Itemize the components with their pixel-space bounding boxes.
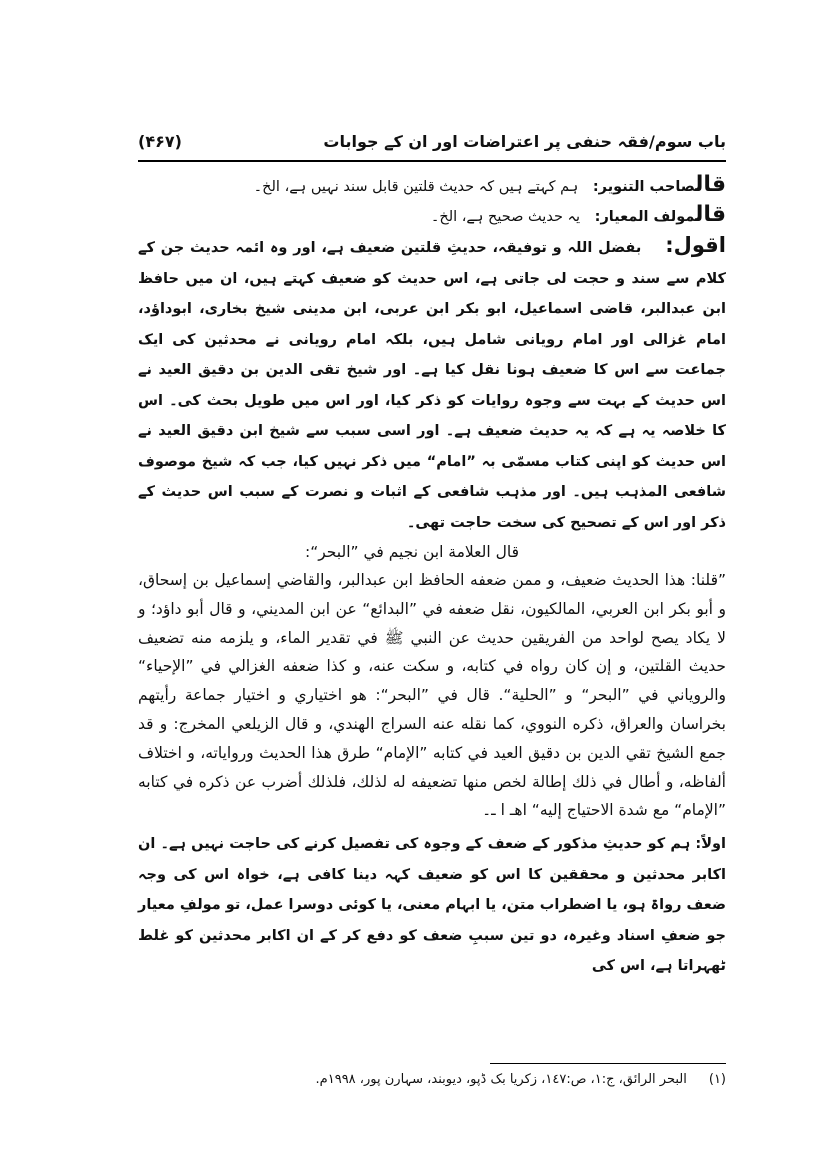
response-paragraph bbox=[138, 829, 726, 982]
footnote-text: البحر الرائق، ج:۱، ص:۱٤۷، زکریا بک ڈپو، دیوبند، سہارن پور، ۱۹۹۸م. bbox=[315, 1072, 687, 1087]
text-line: أضرب عن ذكره في كتابه ”الإمام“ مع شدة الاحتياج إليه“ اهـ ا ـ۔ bbox=[138, 772, 726, 820]
text-line: ”قلنا: هذا الحديث ضعيف، و ممن ضعفه الحافظ ابن عبدالبر، والقاضي bbox=[276, 571, 727, 589]
text-line: تو مولفِ معیار جو ضعفِ اسناد وغیرہ، دو تین سببِ ضعف کو دفع کر کے ان اکابر محدثین کو غلط ٹھہراتا ہے، اس کی bbox=[138, 897, 726, 975]
chapter-title: باب سوم/فقہ حنفی پر اعتراضات اور ان کے جوابات bbox=[323, 132, 726, 151]
page-number: (۴۶۷) bbox=[138, 132, 182, 151]
header-rule bbox=[138, 160, 726, 162]
quote-miyar bbox=[138, 200, 726, 230]
text-line: حجت لی جاتی ہے، اس حدیث کو ضعیف کہتے ہیں، ان میں حافظ ابن عبدالبر، قاضی اسماعیل، ابو بکر ابن عربی، ابن bbox=[138, 270, 726, 317]
quote-author: صاحب التنویر: bbox=[592, 179, 696, 195]
text-line: تقي الدين بن دقيق العيد في كتابه ”الإمام“ طرق هذا الحديث ورواياته، و bbox=[187, 743, 651, 762]
text-line: ﷺ في تقدير الماء، و يلزمه منه تضعيف حديث القلتين، و إن كان رواه في كتابه، و bbox=[138, 628, 726, 676]
qal-label: قال bbox=[695, 202, 726, 227]
qal-label: قال bbox=[695, 172, 726, 197]
arabic-quote bbox=[138, 566, 726, 825]
text-line: اختلاف ألفاظه، و أطال في ذلك إطالة لخص منها تضعيفه له لذلك، فلذلك bbox=[138, 743, 726, 791]
text-line: اولاً: ہم کو حدیثِ مذکور کے ضعف کے وجوہ کی تفصیل کرنے کی حاجت نہیں ہے۔ ان اکابر محدثین و bbox=[138, 836, 726, 883]
text-line: محققین کا اس کو ضعیف کہہ دینا کافی ہے، خواہ اس کی وجہ ضعف رواۃ ہو، یا اضطراب متن، یا ابہام معنی، یا کوئی دوسرا عمل، bbox=[138, 866, 726, 914]
running-header bbox=[138, 128, 726, 158]
text-line: حدیث کو اپنی کتاب مسمّی بہ ”امام“ میں ذکر نہیں کیا، جب کہ شیخ موصوف شافعی المذہب ہیں۔ اور مذہب شافعی کے bbox=[138, 453, 726, 500]
text-line: قال في ”البحر“: هو اختياري و اختيار جماعة رأيتهم بخراسان والعراق، ذكره bbox=[138, 686, 726, 733]
quote-author: مولف المعیار: bbox=[594, 209, 696, 225]
quote-text: ہم کہتے ہیں کہ حدیث قلتین قابل سند نہیں ہے، الخ۔ bbox=[253, 179, 579, 195]
main-text bbox=[138, 170, 726, 982]
aqool-label: اقول: bbox=[665, 233, 726, 257]
footnote-rule bbox=[490, 1063, 726, 1064]
text-line: مدینی شیخ بخاری، ابوداؤد، امام غزالی اور امام رویانی شامل ہیں، بلکہ امام رویانی نے محدثین کی ایک جماعت سے اس کا bbox=[138, 301, 726, 378]
text-line: ابن المديني، و قال أبو داؤد؛ و لا يكاد يصح لواحد من الفريقين حديث عن النبي bbox=[138, 599, 727, 647]
aqool-paragraph bbox=[138, 230, 726, 538]
footnote-number: (۱) bbox=[708, 1072, 726, 1087]
text-line: ضعیف ہونا نقل کیا ہے۔ اور شیخ تقی الدین بن دقیق العید نے اس حدیث کے بہت سے وجوہ روایات کو ذکر کیا، اور اس bbox=[138, 362, 726, 409]
text-line: اثبات و نصرت کے سبب اس حدیث کے ذکر اور اس کے تصحیح کی سخت حاجت تھی۔ bbox=[138, 484, 726, 531]
quote-tanweer bbox=[138, 170, 726, 200]
quote-text: یہ حدیث صحیح ہے، الخ۔ bbox=[430, 209, 581, 225]
text-line: میں طویل بحث کی۔ اس کا خلاصہ یہ ہے کہ یہ حدیث ضعیف ہے۔ اور اسی سبب سے شیخ ابن دقیق العید نے اس bbox=[138, 392, 726, 470]
text-line: إسماعيل بن إسحاق، و أبو بكر ابن العربي، المالكيون، نقل ضعفه في ”البدائع“ عن bbox=[138, 571, 726, 618]
footnote bbox=[230, 1072, 726, 1087]
text-line: بفضل اللہ و توفیقہ، حدیثِ قلتین ضعیف ہے، اور وہ ائمہ حدیث جن کے کلام سے سند و bbox=[138, 240, 726, 287]
arabic-intro: قال العلامة ابن نجيم في ”البحر“: bbox=[304, 543, 519, 561]
text-line: سكت عنه، و كذا ضعفه الغزالي في ”الإحياء“ والروياني في ”البحر“ و ”الحلية“. bbox=[138, 657, 726, 705]
text-line: النووي، كما نقله عنه السراج الهندي، و قال الزيلعي المخرج: و قد جمع الشيخ bbox=[138, 714, 727, 762]
